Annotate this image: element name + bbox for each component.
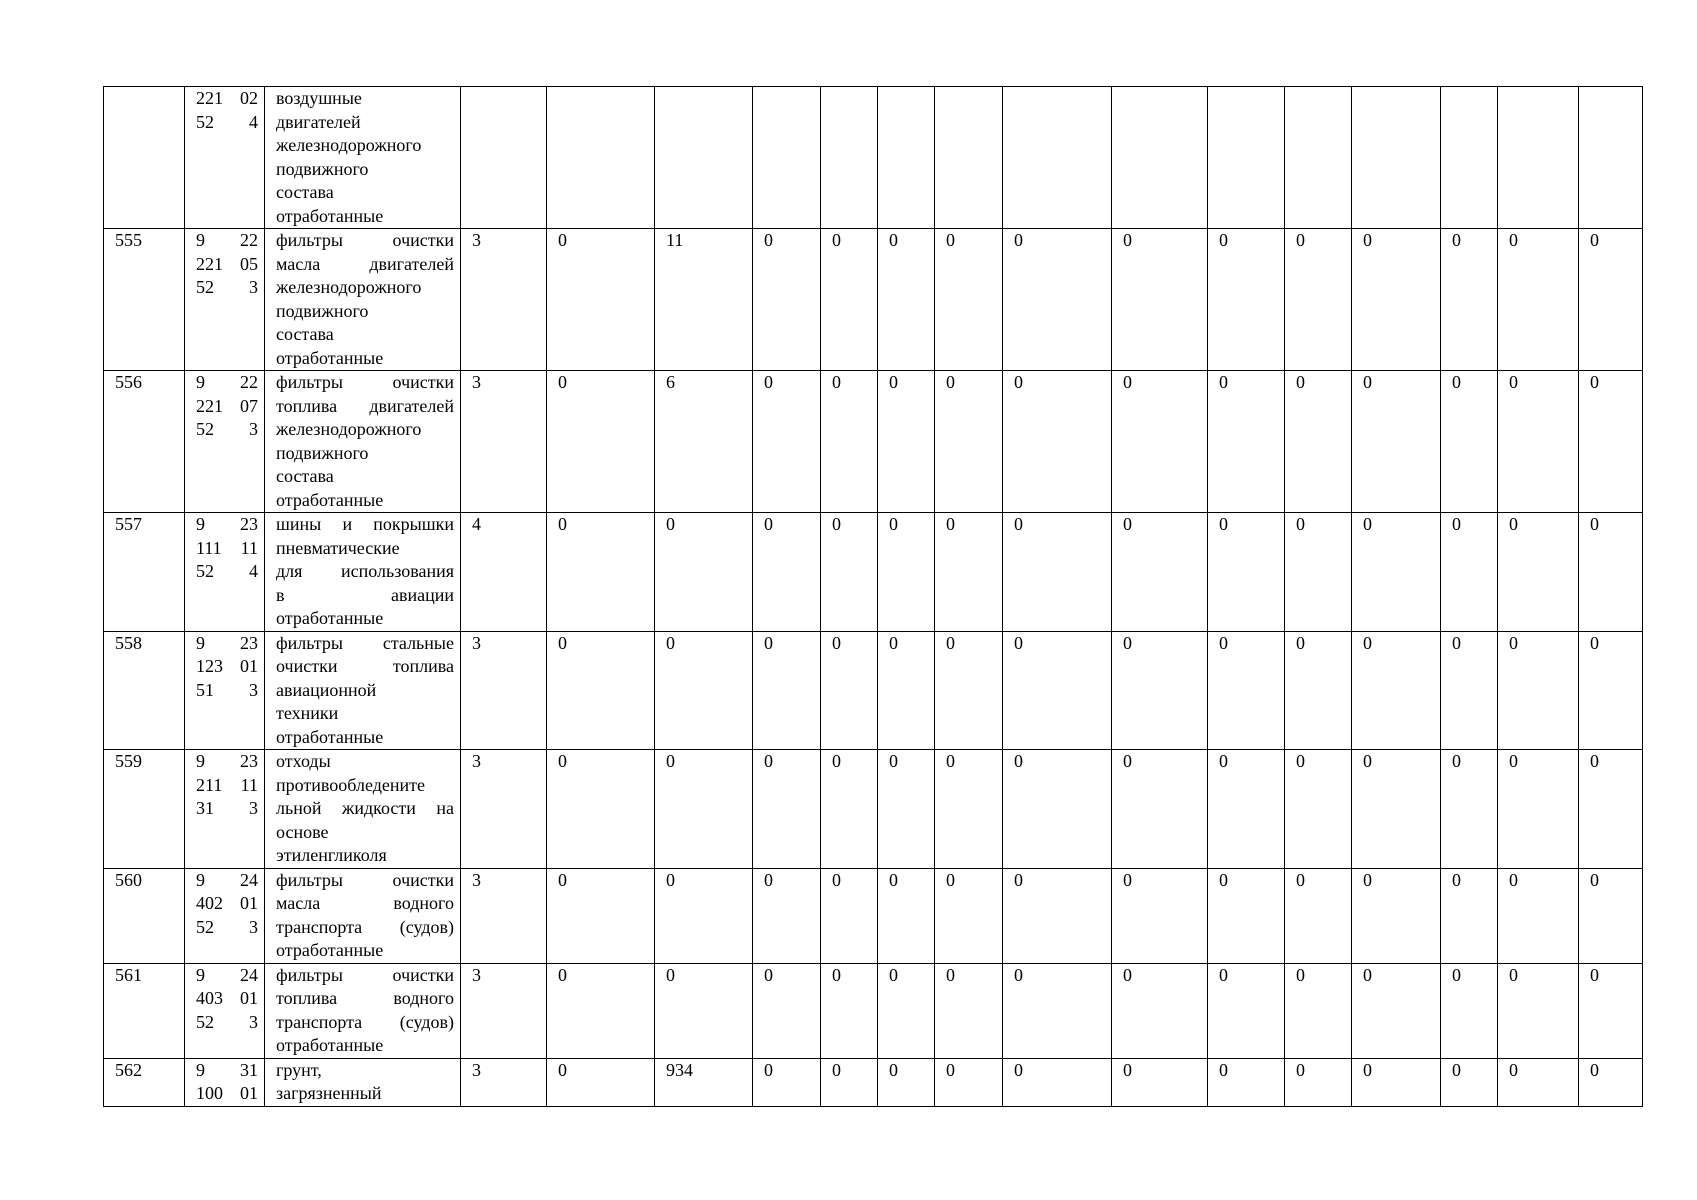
waste-name-line: отработанные — [276, 608, 384, 628]
value-cell: 0 — [655, 868, 753, 963]
waste-code-line: 402 01 — [196, 893, 258, 913]
waste-name-line: льной жидкости на — [276, 798, 454, 818]
value-cell: 0 — [655, 963, 753, 1058]
value-cell: 0 — [753, 371, 821, 513]
value-cell: 0 — [1441, 868, 1498, 963]
waste-name-line: основе — [276, 821, 329, 842]
value-cell: 0 — [821, 963, 878, 1058]
value-cell: 0 — [1285, 371, 1352, 513]
value-cell: 0 — [935, 963, 1003, 1058]
value-cell: 0 — [1579, 513, 1643, 632]
value-cell: 0 — [935, 631, 1003, 750]
value-cell: 0 — [1112, 750, 1208, 869]
value-cell — [655, 87, 753, 229]
waste-name-line: отработанные — [276, 205, 384, 226]
waste-name-line: отходы — [276, 751, 331, 771]
value-cell: 0 — [1352, 371, 1441, 513]
waste-name-cell — [265, 87, 461, 229]
value-cell: 0 — [1208, 631, 1285, 750]
waste-name-line: масла водного — [276, 893, 454, 913]
value-cell: 0 — [1112, 1058, 1208, 1106]
value-cell — [1208, 87, 1285, 229]
value-cell: 0 — [753, 963, 821, 1058]
value-cell: 0 — [1003, 750, 1112, 869]
value-cell: 0 — [1579, 868, 1643, 963]
waste-name-line: фильтры очистки — [276, 372, 454, 392]
value-cell: 0 — [935, 513, 1003, 632]
waste-name-cell — [265, 750, 461, 869]
value-cell: 0 — [753, 868, 821, 963]
value-cell: 0 — [1285, 631, 1352, 750]
waste-code-line: 211 11 — [196, 774, 258, 795]
value-cell: 0 — [1003, 963, 1112, 1058]
value-cell: 0 — [1352, 631, 1441, 750]
value-cell: 0 — [821, 631, 878, 750]
waste-name-line: двигателей — [276, 111, 361, 132]
value-cell: 0 — [1003, 229, 1112, 371]
value-cell: 0 — [753, 1058, 821, 1106]
value-cell: 0 — [1208, 229, 1285, 371]
value-cell: 6 — [655, 371, 753, 513]
waste-code-cell — [185, 87, 265, 229]
waste-name-cell — [265, 229, 461, 371]
value-cell: 0 — [821, 513, 878, 632]
value-cell: 0 — [1112, 229, 1208, 371]
waste-code-line: 9 31 — [196, 1059, 258, 1080]
value-cell — [1352, 87, 1441, 229]
waste-name-line: пневматические — [276, 537, 400, 558]
waste-name-line: в авиации — [276, 584, 454, 605]
waste-code-line: 9 23 — [196, 632, 258, 653]
waste-name-line: топлива двигателей — [276, 395, 454, 416]
waste-code-line: 52 4 — [196, 561, 258, 581]
waste-code-line: 403 01 — [196, 988, 258, 1008]
value-cell: 0 — [547, 631, 655, 750]
value-cell: 11 — [655, 229, 753, 371]
value-cell — [1285, 87, 1352, 229]
value-cell: 0 — [1003, 371, 1112, 513]
waste-name-cell — [265, 371, 461, 513]
value-cell: 0 — [547, 963, 655, 1058]
waste-code-line: 221 07 — [196, 395, 258, 416]
waste-code-line: 221 02 — [196, 88, 258, 108]
waste-name-line: отработанные — [276, 940, 384, 960]
waste-name-line: подвижного — [276, 300, 369, 321]
value-cell: 0 — [1579, 750, 1643, 869]
hazard-class-cell — [461, 87, 547, 229]
waste-name-line: этиленгликоля — [276, 845, 387, 865]
value-cell — [1003, 87, 1112, 229]
value-cell: 0 — [547, 371, 655, 513]
value-cell — [1112, 87, 1208, 229]
value-cell: 0 — [878, 868, 935, 963]
value-cell: 0 — [1208, 513, 1285, 632]
value-cell: 0 — [1498, 868, 1579, 963]
waste-code-line: 111 11 — [196, 537, 258, 558]
waste-name-line: масла двигателей — [276, 253, 454, 274]
waste-name-cell — [265, 631, 461, 750]
waste-name-line: состава — [276, 324, 334, 344]
waste-code-line: 9 24 — [196, 869, 258, 890]
value-cell: 0 — [1003, 631, 1112, 750]
value-cell: 0 — [1285, 513, 1352, 632]
waste-code-line: 52 3 — [196, 916, 258, 937]
value-cell: 0 — [1441, 631, 1498, 750]
value-cell: 0 — [821, 868, 878, 963]
waste-name-line: отработанные — [276, 1035, 384, 1055]
waste-code-cell — [185, 750, 265, 869]
waste-code-line: 52 3 — [196, 277, 258, 297]
value-cell: 0 — [1208, 1058, 1285, 1106]
hazard-class-cell: 3 — [461, 631, 547, 750]
waste-name-line: авиационной — [276, 679, 377, 700]
value-cell: 0 — [821, 229, 878, 371]
value-cell: 0 — [878, 229, 935, 371]
waste-code-line: 52 3 — [196, 1011, 258, 1032]
value-cell: 0 — [935, 1058, 1003, 1106]
waste-code-line: 9 22 — [196, 372, 258, 392]
value-cell: 0 — [878, 963, 935, 1058]
value-cell: 0 — [547, 229, 655, 371]
value-cell: 0 — [1579, 963, 1643, 1058]
waste-name-line: воздушные — [276, 88, 362, 108]
value-cell: 0 — [1208, 963, 1285, 1058]
waste-code-line: 123 01 — [196, 656, 258, 676]
waste-name-cell — [265, 868, 461, 963]
waste-code-cell — [185, 371, 265, 513]
value-cell: 0 — [753, 513, 821, 632]
value-cell: 0 — [821, 750, 878, 869]
waste-code-line: 52 4 — [196, 111, 258, 132]
value-cell: 0 — [1285, 868, 1352, 963]
value-cell: 0 — [935, 868, 1003, 963]
waste-code-cell — [185, 631, 265, 750]
waste-name-line: очистки топлива — [276, 656, 454, 676]
value-cell: 0 — [753, 229, 821, 371]
hazard-class-cell: 3 — [461, 229, 547, 371]
value-cell: 0 — [1003, 513, 1112, 632]
waste-name-line: состава — [276, 466, 334, 486]
value-cell: 0 — [1352, 513, 1441, 632]
value-cell: 0 — [1441, 963, 1498, 1058]
value-cell: 0 — [1112, 513, 1208, 632]
waste-name-line: отработанные — [276, 347, 384, 368]
table-row — [104, 229, 1643, 371]
waste-name-line: фильтры стальные — [276, 632, 454, 653]
table-row — [104, 963, 1643, 1058]
value-cell — [1579, 87, 1643, 229]
value-cell: 0 — [1003, 1058, 1112, 1106]
row-number-cell: 557 — [104, 513, 185, 632]
value-cell — [1441, 87, 1498, 229]
row-number-cell: 561 — [104, 963, 185, 1058]
table-row — [104, 513, 1643, 632]
table-row — [104, 750, 1643, 869]
waste-code-line: 9 24 — [196, 964, 258, 985]
waste-name-line: шины и покрышки — [276, 514, 454, 534]
value-cell: 0 — [1112, 868, 1208, 963]
table-body — [104, 87, 1643, 1107]
value-cell: 0 — [547, 868, 655, 963]
waste-name-line: топлива водного — [276, 988, 454, 1008]
value-cell — [935, 87, 1003, 229]
row-number-cell: 555 — [104, 229, 185, 371]
row-number-cell: 558 — [104, 631, 185, 750]
value-cell: 0 — [878, 371, 935, 513]
waste-code-cell — [185, 513, 265, 632]
value-cell: 0 — [655, 513, 753, 632]
waste-code-cell — [185, 229, 265, 371]
waste-code-line: 9 22 — [196, 230, 258, 250]
value-cell: 0 — [1441, 750, 1498, 869]
waste-code-cell — [185, 868, 265, 963]
value-cell: 0 — [935, 229, 1003, 371]
value-cell: 0 — [1352, 750, 1441, 869]
waste-name-line: загрязненный — [276, 1083, 382, 1103]
value-cell: 0 — [1285, 750, 1352, 869]
hazard-class-cell: 4 — [461, 513, 547, 632]
value-cell: 934 — [655, 1058, 753, 1106]
waste-name-line: противообледените — [276, 774, 425, 795]
value-cell: 0 — [1208, 868, 1285, 963]
waste-name-line: для использования — [276, 561, 454, 581]
value-cell: 0 — [547, 513, 655, 632]
value-cell: 0 — [1285, 1058, 1352, 1106]
row-number-cell — [104, 87, 185, 229]
value-cell: 0 — [1352, 1058, 1441, 1106]
value-cell: 0 — [1285, 963, 1352, 1058]
value-cell: 0 — [1112, 371, 1208, 513]
value-cell: 0 — [1579, 1058, 1643, 1106]
value-cell — [878, 87, 935, 229]
waste-table — [103, 86, 1643, 1107]
value-cell: 0 — [655, 750, 753, 869]
value-cell: 0 — [1579, 229, 1643, 371]
value-cell: 0 — [547, 750, 655, 869]
waste-code-line: 221 05 — [196, 253, 258, 274]
waste-name-line: фильтры очистки — [276, 230, 454, 250]
value-cell: 0 — [1441, 1058, 1498, 1106]
waste-name-line: подвижного — [276, 442, 369, 463]
value-cell: 0 — [1352, 963, 1441, 1058]
waste-name-line: грунт, — [276, 1059, 322, 1080]
waste-code-line: 100 01 — [196, 1083, 258, 1103]
waste-code-line: 31 3 — [196, 798, 258, 818]
table-row — [104, 868, 1643, 963]
value-cell: 0 — [935, 750, 1003, 869]
value-cell: 0 — [878, 1058, 935, 1106]
value-cell: 0 — [1498, 1058, 1579, 1106]
value-cell: 0 — [753, 631, 821, 750]
value-cell — [1498, 87, 1579, 229]
waste-name-line: фильтры очистки — [276, 964, 454, 985]
value-cell: 0 — [1352, 229, 1441, 371]
value-cell: 0 — [1498, 371, 1579, 513]
waste-code-cell — [185, 963, 265, 1058]
value-cell: 0 — [1208, 371, 1285, 513]
value-cell: 0 — [935, 371, 1003, 513]
value-cell — [547, 87, 655, 229]
waste-name-line: железнодорожного — [276, 277, 422, 297]
value-cell — [753, 87, 821, 229]
value-cell: 0 — [753, 750, 821, 869]
hazard-class-cell: 3 — [461, 868, 547, 963]
hazard-class-cell: 3 — [461, 1058, 547, 1106]
value-cell: 0 — [1498, 229, 1579, 371]
waste-name-line: транспорта (судов) — [276, 1011, 454, 1032]
table-row — [104, 1058, 1643, 1106]
value-cell: 0 — [1498, 750, 1579, 869]
waste-code-line: 9 23 — [196, 751, 258, 771]
waste-name-line: отработанные — [276, 726, 384, 747]
value-cell: 0 — [1441, 513, 1498, 632]
value-cell: 0 — [878, 750, 935, 869]
hazard-class-cell: 3 — [461, 750, 547, 869]
waste-name-line: подвижного — [276, 158, 369, 179]
table-row — [104, 631, 1643, 750]
value-cell: 0 — [1285, 229, 1352, 371]
value-cell: 0 — [547, 1058, 655, 1106]
waste-code-line: 51 3 — [196, 679, 258, 700]
value-cell: 0 — [1003, 868, 1112, 963]
waste-name-line: фильтры очистки — [276, 869, 454, 890]
waste-name-line: отработанные — [276, 489, 384, 510]
value-cell — [821, 87, 878, 229]
value-cell: 0 — [821, 1058, 878, 1106]
waste-code-line: 52 3 — [196, 419, 258, 439]
waste-name-line: техники — [276, 703, 339, 723]
value-cell: 0 — [878, 631, 935, 750]
row-number-cell: 562 — [104, 1058, 185, 1106]
value-cell: 0 — [1498, 963, 1579, 1058]
waste-name-line: транспорта (судов) — [276, 916, 454, 937]
waste-code-line: 9 23 — [196, 514, 258, 534]
waste-name-cell — [265, 513, 461, 632]
hazard-class-cell: 3 — [461, 371, 547, 513]
value-cell: 0 — [1112, 963, 1208, 1058]
value-cell: 0 — [821, 371, 878, 513]
value-cell: 0 — [878, 513, 935, 632]
value-cell: 0 — [1441, 371, 1498, 513]
value-cell: 0 — [1498, 631, 1579, 750]
value-cell: 0 — [1208, 750, 1285, 869]
waste-name-cell — [265, 963, 461, 1058]
waste-name-cell — [265, 1058, 461, 1106]
waste-name-line: железнодорожного — [276, 135, 422, 155]
waste-code-cell — [185, 1058, 265, 1106]
value-cell: 0 — [1352, 868, 1441, 963]
table-row — [104, 87, 1643, 229]
value-cell: 0 — [1579, 371, 1643, 513]
waste-name-line: состава — [276, 182, 334, 202]
value-cell: 0 — [1579, 631, 1643, 750]
table-row — [104, 371, 1643, 513]
value-cell: 0 — [1112, 631, 1208, 750]
row-number-cell: 559 — [104, 750, 185, 869]
value-cell: 0 — [1498, 513, 1579, 632]
value-cell: 0 — [1441, 229, 1498, 371]
hazard-class-cell: 3 — [461, 963, 547, 1058]
row-number-cell: 556 — [104, 371, 185, 513]
row-number-cell: 560 — [104, 868, 185, 963]
value-cell: 0 — [655, 631, 753, 750]
waste-name-line: железнодорожного — [276, 419, 422, 439]
